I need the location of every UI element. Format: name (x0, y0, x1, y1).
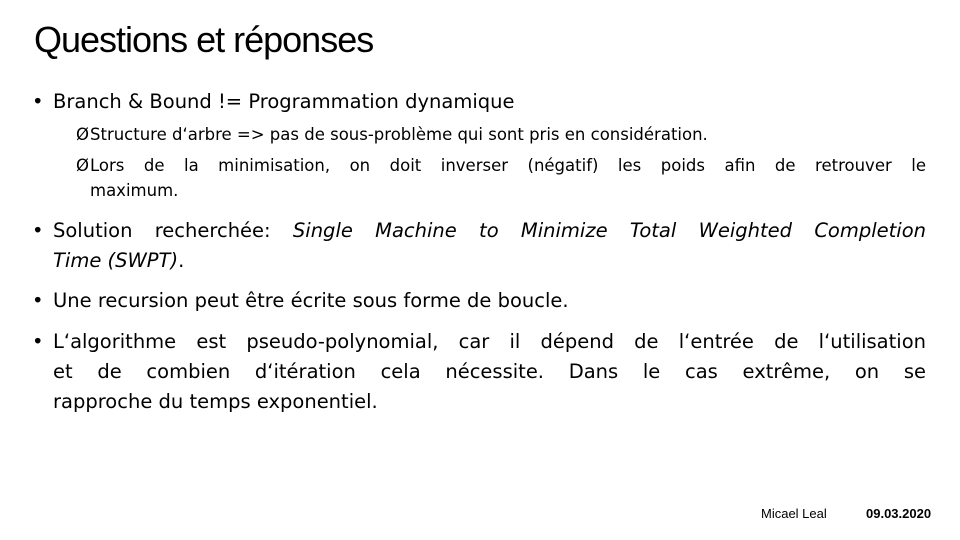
bullet-prefix: Solution recherchée: (53, 219, 293, 242)
bullet-italic-1: Single Machine to Minimize Total Weighted Completion (292, 219, 927, 242)
bullet-text-line2: et de combien d‘itération cela nécessite. Dans le cas extrême, on se (53, 360, 926, 383)
slide-title: Questions et réponses (34, 19, 374, 60)
bullet-text: Branch & Bound != Programmation dynamique (53, 90, 515, 113)
bullet-text-line3: rapproche du temps exponentiel. (53, 390, 378, 413)
bullet-branch-and-bound (32, 87, 926, 117)
arrow-bullet-icon: Ø (76, 125, 89, 144)
bullet-recursion (32, 286, 926, 316)
bullet-text-line1: L‘algorithme est pseudo-polynomial, car il dépend de l‘entrée de l‘utilisation (53, 330, 926, 353)
bullet-text-line1 (53, 216, 926, 246)
bullet-marker: • (32, 289, 44, 312)
arrow-bullet-icon: Ø (76, 156, 89, 175)
bullet-algorithme (32, 327, 926, 417)
subitem-text-line2: maximum. (90, 181, 179, 200)
bullet-text: Une recursion peut être écrite sous forme de boucle. (53, 289, 569, 312)
bullet-marker: • (32, 330, 44, 353)
bullet-marker: • (32, 219, 44, 242)
footer-date: 09.03.2020 (866, 506, 932, 521)
bullet-italic-2: Time (SWPT) (53, 249, 179, 272)
subitem-text-line1: Lors de la minimisation, on doit inverser (négatif) les poids afin de retrouver le (90, 156, 926, 175)
bullet-suffix: . (178, 249, 185, 272)
footer-author: Micael Leal (761, 506, 827, 521)
bullet-marker: • (32, 90, 44, 113)
subitem-structure-arbre (76, 122, 926, 147)
bullet-solution (32, 216, 926, 276)
subitem-minimisation (76, 153, 926, 203)
bullet-text-line2 (53, 246, 926, 276)
subitem-text: Structure d‘arbre => pas de sous-problème qui sont pris en considération. (90, 125, 708, 144)
